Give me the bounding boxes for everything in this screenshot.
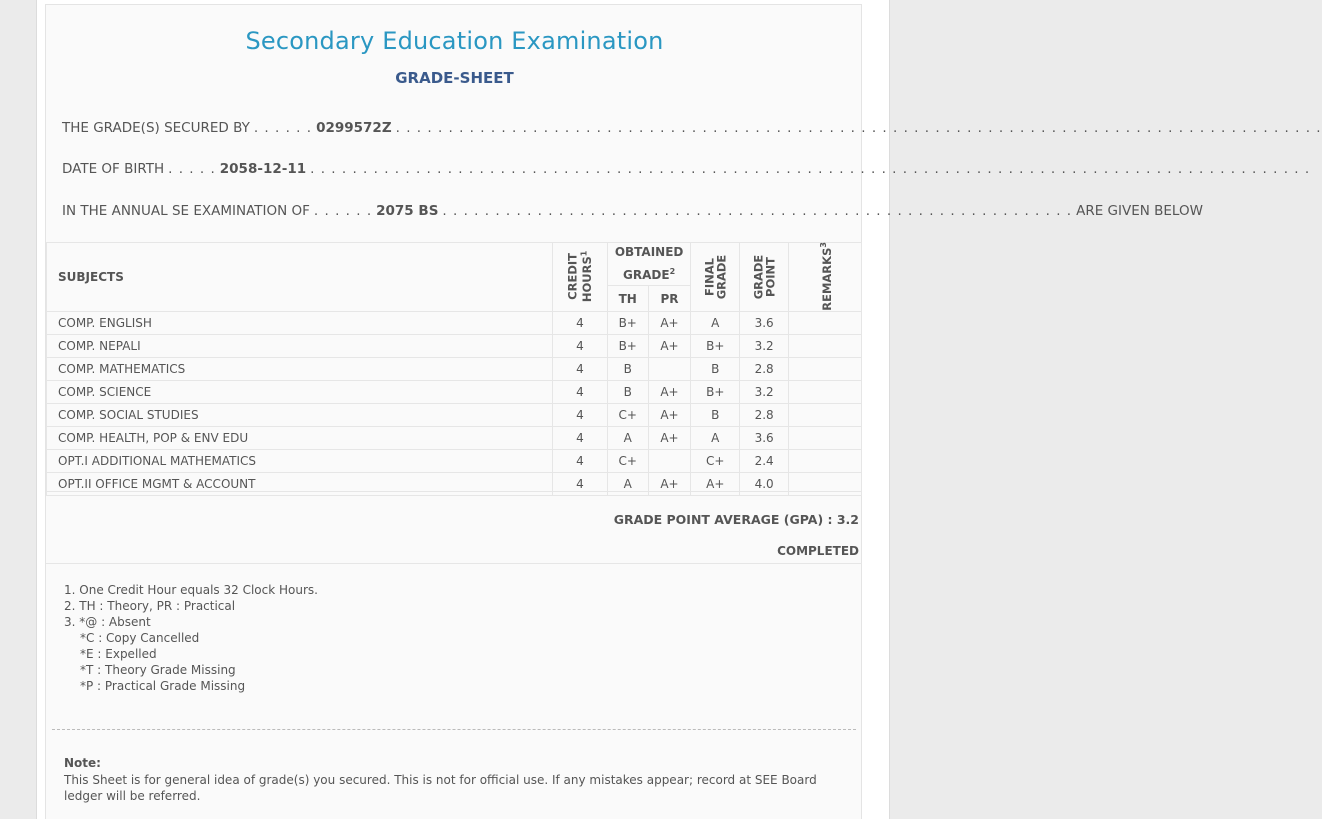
practical-grade-cell: A+ xyxy=(648,335,691,358)
exam-line xyxy=(62,203,1203,223)
leader-dots: . . . . . . xyxy=(313,203,373,219)
secured-by-line xyxy=(62,120,1322,140)
status-completed: COMPLETED xyxy=(777,544,859,558)
leader-dots: . . . . . . xyxy=(253,120,313,136)
leader-dots: . . . . . xyxy=(168,161,216,177)
table-row xyxy=(47,358,862,381)
credit-hours-cell: 4 xyxy=(552,335,607,358)
grade-point-cell: 3.6 xyxy=(740,312,789,335)
note-text: This Sheet is for general idea of grade(s) you secured. This is not for official use. If any mistakes appear; record at SEE Board ledger will be referred. xyxy=(64,773,817,803)
table-row xyxy=(47,427,862,450)
final-grade-cell: B xyxy=(691,358,740,381)
final-grade-cell: B xyxy=(691,404,740,427)
grade-point-cell: 4.0 xyxy=(740,473,789,496)
subject-cell: COMP. HEALTH, POP & ENV EDU xyxy=(47,427,553,450)
credit-hours-cell: 4 xyxy=(552,381,607,404)
credit-hours-cell: 4 xyxy=(552,358,607,381)
credit-hours-cell: 4 xyxy=(552,450,607,473)
remarks-cell xyxy=(789,404,862,427)
leader-dots: . . . . . . . . . . . . . . . . . . . . . . . . . . . . . . . . . . . . . . . . . . . . . . . . . . . . . . . . . . . . . . . . . . . . . . . . . . . . . . . . . . . . . . . . . . . . . . . xyxy=(310,161,1311,177)
divider xyxy=(46,491,862,492)
subjects-header: SUBJECTS xyxy=(47,243,553,312)
remarks-cell xyxy=(789,427,862,450)
final-grade-cell: B+ xyxy=(691,381,740,404)
remarks-cell xyxy=(789,381,862,404)
practical-grade-cell xyxy=(648,358,691,381)
grade-point-header: GRADE POINT xyxy=(740,243,789,312)
footnote-code: *T : Theory Grade Missing xyxy=(80,663,236,677)
table-row xyxy=(47,335,862,358)
exam-label: IN THE ANNUAL SE EXAMINATION OF xyxy=(62,203,310,219)
dob-label: DATE OF BIRTH xyxy=(62,161,165,177)
remarks-cell xyxy=(789,335,862,358)
exam-tail: ARE GIVEN BELOW xyxy=(1076,203,1203,219)
table-row xyxy=(47,312,862,335)
subject-cell: COMP. SCIENCE xyxy=(47,381,553,404)
remarks-cell xyxy=(789,312,862,335)
grade-point-cell: 2.8 xyxy=(740,358,789,381)
subject-cell: COMP. SOCIAL STUDIES xyxy=(47,404,553,427)
grade-point-cell: 2.8 xyxy=(740,404,789,427)
credit-hours-cell: 4 xyxy=(552,427,607,450)
subject-cell: COMP. ENGLISH xyxy=(47,312,553,335)
final-grade-cell: A+ xyxy=(691,473,740,496)
table-row xyxy=(47,473,862,496)
credit-hours-header: CREDIT HOURS$^1$ xyxy=(552,243,607,312)
footnotes xyxy=(64,582,318,694)
gpa-summary: GRADE POINT AVERAGE (GPA) : 3.2 xyxy=(613,512,859,527)
final-grade-header: FINAL GRADE xyxy=(691,243,740,312)
practical-grade-cell: A+ xyxy=(648,427,691,450)
footnote: 3. *@ : Absent xyxy=(64,615,151,629)
theory-grade-cell: B+ xyxy=(607,312,648,335)
theory-grade-cell: B xyxy=(607,358,648,381)
theory-grade-cell: B xyxy=(607,381,648,404)
remarks-header: REMARKS$^3$ xyxy=(789,243,862,312)
subject-cell: OPT.II OFFICE MGMT & ACCOUNT xyxy=(47,473,553,496)
theory-header: TH xyxy=(607,286,648,312)
divider xyxy=(46,563,862,564)
practical-header: PR xyxy=(648,286,691,312)
theory-grade-cell: A xyxy=(607,427,648,450)
footnote-code: *P : Practical Grade Missing xyxy=(80,679,246,693)
practical-grade-cell: A+ xyxy=(648,473,691,496)
final-grade-cell: A xyxy=(691,427,740,450)
practical-grade-cell: A+ xyxy=(648,312,691,335)
footnote: 1. One Credit Hour equals 32 Clock Hours. xyxy=(64,583,318,597)
obtained-grade-header: OBTAINED GRADE$^2$ xyxy=(607,243,690,286)
exam-year: 2075 BS xyxy=(376,203,439,219)
credit-hours-cell: 4 xyxy=(552,473,607,496)
theory-grade-cell: C+ xyxy=(607,450,648,473)
grade-sheet xyxy=(45,4,1322,819)
theory-grade-cell: B+ xyxy=(607,335,648,358)
practical-grade-cell xyxy=(648,450,691,473)
dob-value: 2058-12-11 xyxy=(219,161,307,177)
final-grade-cell: A xyxy=(691,312,740,335)
footnote-code: *E : Expelled xyxy=(80,647,157,661)
dob-line xyxy=(62,161,1311,181)
final-grade-cell: B+ xyxy=(691,335,740,358)
grade-point-cell: 3.6 xyxy=(740,427,789,450)
practical-grade-cell: A+ xyxy=(648,381,691,404)
subject-cell: COMP. MATHEMATICS xyxy=(47,358,553,381)
leader-dots: . . . . . . . . . . . . . . . . . . . . . . . . . . . . . . . . . . . . . . . . . . . . . . . . . . . . . . . . . . . . . . . . . . . . . . . . . . . . . . . . . . . . . . . . xyxy=(395,120,1322,136)
remarks-cell xyxy=(789,450,862,473)
footnote-code: *C : Copy Cancelled xyxy=(80,631,200,645)
credit-hours-cell: 4 xyxy=(552,312,607,335)
dashed-divider xyxy=(52,729,856,730)
sheet-subtitle: GRADE-SHEET xyxy=(395,69,514,87)
remarks-cell xyxy=(789,358,862,381)
grade-point-cell: 3.2 xyxy=(740,381,789,404)
table-row xyxy=(47,381,862,404)
table-row xyxy=(47,404,862,427)
grade-point-cell: 3.2 xyxy=(740,335,789,358)
leader-dots: . . . . . . . . . . . . . . . . . . . . . . . . . . . . . . . . . . . . . . . . . . . . . . . . . . . . . . . . . . . . xyxy=(442,203,1073,219)
final-grade-cell: C+ xyxy=(691,450,740,473)
symbol-number: 0299572Z xyxy=(316,120,392,136)
theory-grade-cell: C+ xyxy=(607,404,648,427)
grades-table xyxy=(46,242,862,496)
footnote: 2. TH : Theory, PR : Practical xyxy=(64,599,236,613)
remarks-cell xyxy=(789,473,862,496)
theory-grade-cell: A xyxy=(607,473,648,496)
practical-grade-cell: A+ xyxy=(648,404,691,427)
credit-hours-cell: 4 xyxy=(552,404,607,427)
grade-point-cell: 2.4 xyxy=(740,450,789,473)
table-row xyxy=(47,450,862,473)
subject-cell: OPT.I ADDITIONAL MATHEMATICS xyxy=(47,450,553,473)
subject-cell: COMP. NEPALI xyxy=(47,335,553,358)
exam-title: Secondary Education Examination xyxy=(245,27,664,55)
note-title: Note: xyxy=(64,756,101,770)
secured-by-label: THE GRADE(S) SECURED BY xyxy=(62,120,250,136)
